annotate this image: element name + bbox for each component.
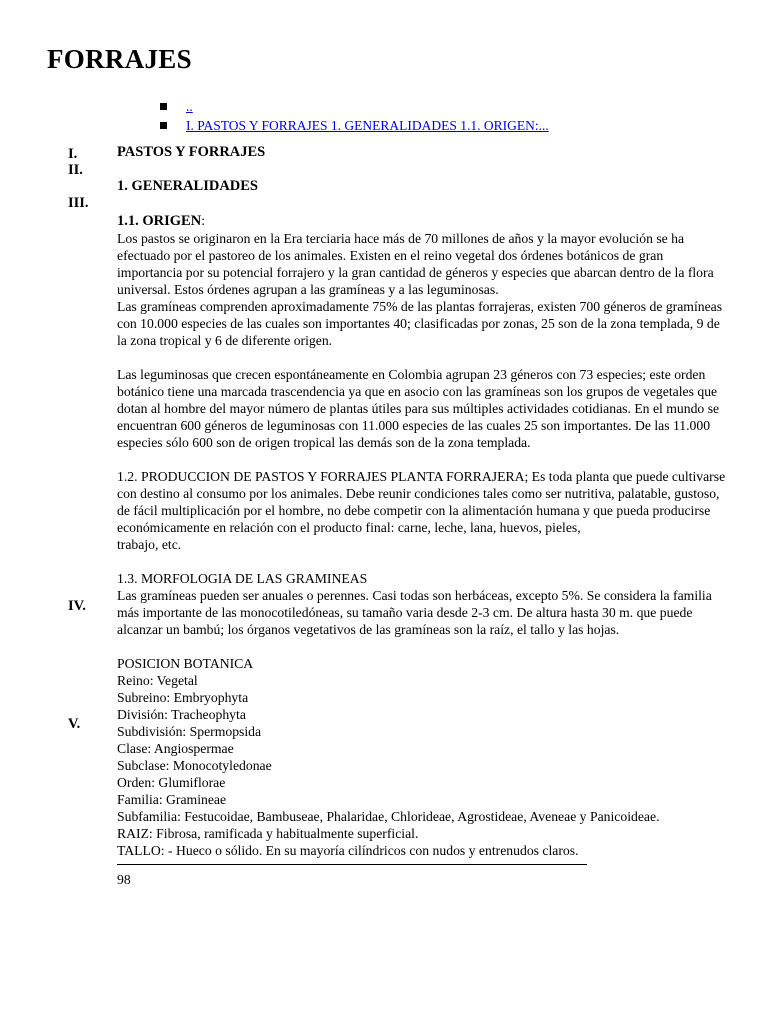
taxonomy-line: Subfamilia: Festucoidae, Bambuseae, Phalaridae, Chlorideae, Agrostideae, Aveneae y Panicoideae. bbox=[117, 809, 660, 824]
document-body bbox=[117, 144, 727, 888]
taxonomy-line: Reino: Vegetal bbox=[117, 673, 198, 688]
toc-link-pastos-y-forrajes[interactable]: I. PASTOS Y FORRAJES 1. GENERALIDADES 1.1. ORIGEN:... bbox=[186, 118, 549, 133]
roman-numeral-ii: II. bbox=[68, 162, 83, 178]
heading-posicion-botanica: POSICION BOTANICA bbox=[117, 656, 254, 671]
paragraph-leguminosas: Las leguminosas que crecen espontáneamente en Colombia agrupan 23 géneros con 73 especies; este orden botánico tiene una marcada trascendencia ya que en asocio con las gramíneas son los grupos de vegetales que dotan al hombre del mayor número de plantas útiles para sus múltiples actividades cotidianas. En el mundo se encuentran 600 géneros de leguminosas con 11.000 especies de las cuales 25 son importantes. De las 11.000 especies sólo 600 son de origen tropical las demás son de la zona templada. bbox=[117, 367, 720, 450]
paragraph-produccion: 1.2. PRODUCCION DE PASTOS Y FORRAJES PLANTA FORRAJERA; Es toda planta que puede cultivarse con destino al consumo por los animales. Debe reunir condiciones tales como ser nutritiva, palatable, gustoso, de fácil multiplicación por el hombre, no debe competir con la alimentación humana y que pueda producirse económicamente en relación con el producto final: carne, leche, lana, huevos, pieles, bbox=[117, 469, 726, 535]
tallo-line: TALLO: - Hueco o sólido. En su mayoría cilíndricos con nudos y entrenudos claros. bbox=[117, 843, 579, 858]
heading-generalidades: 1. GENERALIDADES bbox=[117, 178, 258, 194]
page-title: FORRAJES bbox=[47, 44, 192, 74]
toc-item bbox=[160, 116, 549, 135]
taxonomy-line: Subclase: Monocotyledonae bbox=[117, 758, 272, 773]
taxonomy-line: Familia: Gramineae bbox=[117, 792, 227, 807]
footer-rule bbox=[117, 864, 587, 865]
roman-numeral-i: I. bbox=[68, 146, 78, 162]
square-bullet-icon bbox=[160, 122, 167, 129]
paragraph-origen: Los pastos se originaron en la Era terciaria hace más de 70 millones de años y la mayor evolución se ha efectuado por el pastoreo de los animales. Existen en el reino vegetal dos órdenes botánicos de gran importancia por su potencial forrajero y la gran cantidad de géneros y especies que abarcan dentro de la flora universal. Estos órdenes agrupan a las gramíneas y a las leguminosas. bbox=[117, 231, 714, 297]
roman-numeral-iv: IV. bbox=[68, 598, 86, 614]
origen-colon: : bbox=[201, 213, 206, 228]
paragraph-gramineas: Las gramíneas comprenden aproximadamente 75% de las plantas forrajeras, existen 700 géneros de gramíneas con 10.000 especies de las cuales son importantes 40; clasificadas por zonas, 25 son de la zona templada, 9 de la zona tropical y 6 de diferente origen. bbox=[117, 299, 723, 348]
roman-numeral-v: V. bbox=[68, 716, 81, 732]
toc-link-parent[interactable]: .. bbox=[186, 99, 193, 114]
taxonomy-line: Clase: Angiospermae bbox=[117, 741, 234, 756]
heading-pastos-y-forrajes: PASTOS Y FORRAJES bbox=[117, 144, 266, 160]
page-number: 98 bbox=[117, 872, 131, 887]
heading-morfologia: 1.3. MORFOLOGIA DE LAS GRAMINEAS bbox=[117, 571, 368, 586]
toc-list bbox=[160, 97, 549, 135]
paragraph-produccion-end: trabajo, etc. bbox=[117, 537, 182, 552]
roman-numeral-iii: III. bbox=[68, 195, 89, 211]
taxonomy-line: Subdivisión: Spermopsida bbox=[117, 724, 262, 739]
taxonomy-line: Orden: Glumiflorae bbox=[117, 775, 226, 790]
origen-heading-line bbox=[117, 212, 727, 230]
square-bullet-icon bbox=[160, 103, 167, 110]
paragraph-morfologia: Las gramíneas pueden ser anuales o perennes. Casi todas son herbáceas, excepto 5%. Se considera la familia más importante de las monocotiledóneas, su tamaño varia desde 2-3 cm. De altura hasta 30 m. que puede alcanzar un bambú; los órganos vegetativos de las gramíneas son la raíz, el tallo y las hojas. bbox=[117, 588, 712, 637]
taxonomy-line: Subreino: Embryophyta bbox=[117, 690, 249, 705]
taxonomy-line: División: Tracheophyta bbox=[117, 707, 246, 722]
heading-origen: 1.1. ORIGEN bbox=[117, 213, 202, 229]
toc-item bbox=[160, 97, 549, 116]
raiz-line: RAIZ: Fibrosa, ramificada y habitualmente superficial. bbox=[117, 826, 419, 841]
